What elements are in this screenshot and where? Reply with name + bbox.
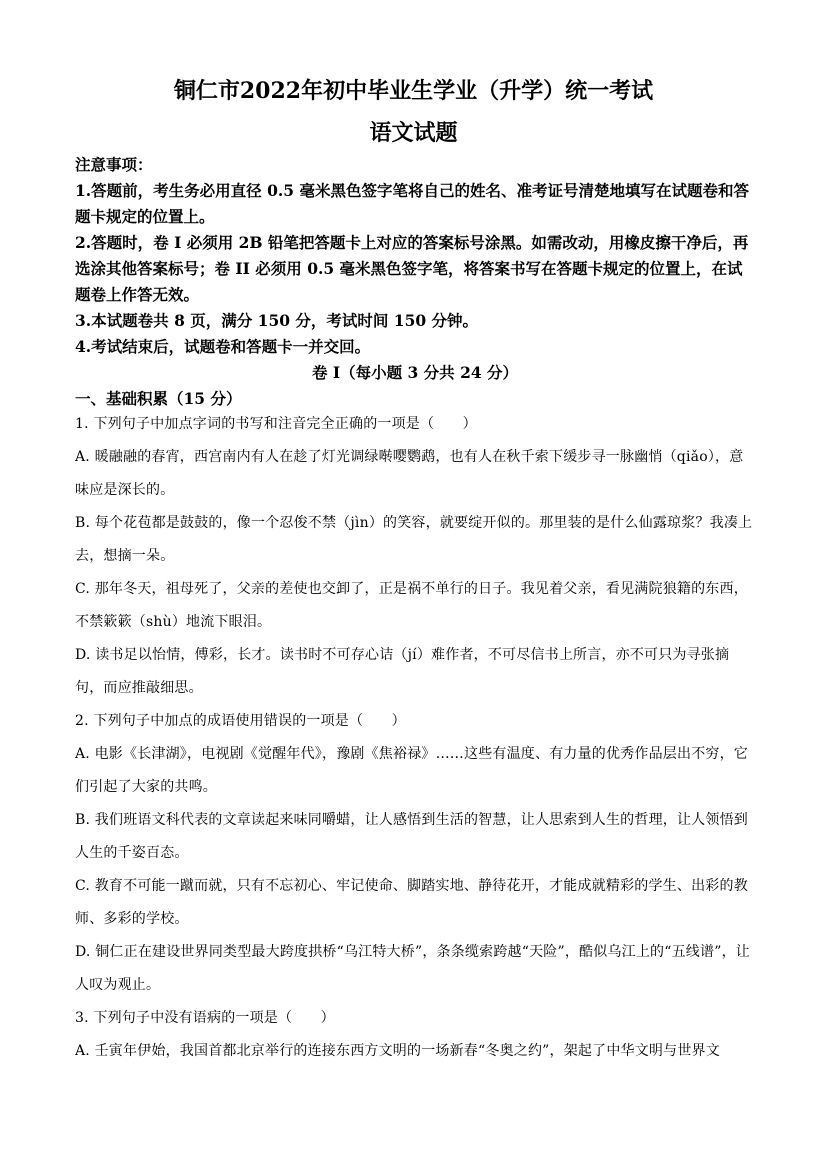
notice-item: 4.考试结束后，试题卷和答题卡一并交回。	[75, 337, 371, 356]
notice-item: 3.本试题卷共 8 页，满分 150 分，考试时间 150 分钟。	[75, 311, 479, 330]
questions-block	[75, 408, 755, 1068]
question-stem: 3. 下列句子中没有语病的一项是（ ）	[75, 1010, 335, 1026]
question-stem: 1. 下列句子中加点字词的书写和注音完全正确的一项是（ ）	[75, 416, 477, 432]
question-option: A. 暖融融的春宵，西宫南内有人在趁了灯光调绿啭嘤鹦鹉，也有人在秋千索下缓步寻一脉幽悄（qiǎo），意味应是深长的。	[75, 449, 744, 498]
notice-item: 2.答题时，卷 I 必须用 2B 铅笔把答题卡上对应的答案标号涂黑。如需改动，用橡皮擦干净后，再选涂其他答案标号；卷 II 必须用 0.5 毫米黑色签字笔，将答案书写在答题卡规定的位置上，在试题卷上作答无效。	[75, 233, 749, 304]
exam-title: 铜仁市2022年初中毕业生学业（升学）统一考试	[173, 78, 654, 104]
question-option: C. 教育不可能一蹴而就，只有不忘初心、牢记使命、脚踏实地、静待花开，才能成就精彩的学生、出彩的教师、多彩的学校。	[75, 878, 748, 927]
question-option: D. 读书足以怡情，傅彩，长才。读书时不可存心诘（jí）难作者，不可尽信书上所言，亦不可只为寻张摘句，而应推敲细思。	[75, 647, 730, 696]
question-option: D. 铜仁正在建设世界同类型最大跨度拱桥“乌江特大桥”，条条缆索跨越“天险”，酷似乌江上的“五线谱”，让人叹为观止。	[75, 944, 750, 993]
notice-block	[75, 152, 755, 412]
volume-heading: 卷 I（每小题 3 分共 24 分）	[311, 363, 519, 382]
question-option: B. 每个花苞都是鼓鼓的，像一个忍俊不禁（jìn）的笑容，就要绽开似的。那里装的是什么仙露琼浆？我凑上去，想摘一朵。	[75, 515, 753, 564]
notice-item: 1.答题前，考生务必用直径 0.5 毫米黑色签字笔将自己的姓名、准考证号清楚地填写在试题卷和答题卡规定的位置上。	[75, 181, 749, 226]
question-option: A. 壬寅年伊始，我国首都北京举行的连接东西方文明的一场新春“冬奥之约”，架起了中华文明与世界文	[75, 1043, 720, 1059]
exam-subtitle: 语文试题	[369, 120, 458, 146]
question-option: B. 我们班语文科代表的文章读起来味同嚼蜡，让人感悟到生活的智慧，让人思索到人生的哲理，让人领悟到人生的千姿百态。	[75, 812, 748, 861]
notice-heading: 注意事项：	[75, 155, 153, 174]
question-stem: 2. 下列句子中加点的成语使用错误的一项是（ ）	[75, 713, 406, 729]
question-option: A. 电影《长津湖》，电视剧《觉醒年代》，豫剧《焦裕禄》……这些有温度、有力量的优秀作品层出不穷，它们引起了大家的共鸣。	[75, 746, 749, 795]
question-option: C. 那年冬天，祖母死了，父亲的差使也交卸了，正是祸不单行的日子。我见着父亲，看见满院狼籍的东西，不禁簌簌（shù）地流下眼泪。	[75, 581, 748, 630]
section-heading: 一、基础积累（15 分）	[75, 389, 242, 408]
